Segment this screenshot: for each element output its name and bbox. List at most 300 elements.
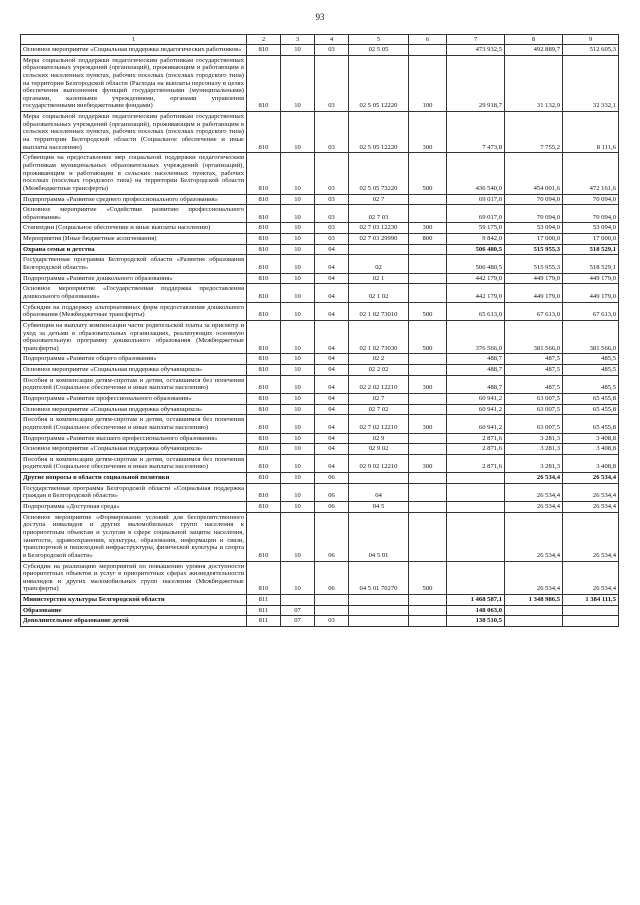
cell-ministry-code: 810	[247, 444, 281, 455]
cell-target-article: 02 7 02 12210	[349, 415, 409, 433]
cell-section: 10	[281, 302, 315, 320]
cell-section	[281, 595, 315, 606]
cell-ministry-code: 810	[247, 205, 281, 223]
cell-section: 10	[281, 354, 315, 365]
cell-ministry-code: 810	[247, 45, 281, 56]
cell-ministry-code: 810	[247, 255, 281, 273]
cell-section: 10	[281, 512, 315, 561]
cell-target-article: 04 5	[349, 502, 409, 513]
cell-ministry-code: 811	[247, 616, 281, 627]
cell-target-article: 02 2	[349, 354, 409, 365]
cell-target-article: 02 7 03	[349, 205, 409, 223]
cell-expense-type: 100	[409, 55, 447, 111]
cell-ministry-code: 811	[247, 605, 281, 616]
cell-subsection: 04	[315, 365, 349, 376]
table-row	[21, 365, 619, 376]
cell-expense-type	[409, 45, 447, 56]
cell-target-article: 02 2 02	[349, 365, 409, 376]
table-row	[21, 512, 619, 561]
cell-amount-year2: 449 179,0	[505, 284, 563, 302]
cell-amount-year1: 506 480,5	[447, 244, 505, 255]
cell-amount-year1: 69 017,0	[447, 205, 505, 223]
row-description: Дополнительное образование детей	[21, 616, 247, 627]
cell-expense-type	[409, 483, 447, 501]
cell-amount-year1: 69 017,0	[447, 194, 505, 205]
header-row	[21, 35, 619, 45]
cell-subsection: 03	[315, 234, 349, 245]
cell-subsection: 06	[315, 483, 349, 501]
cell-amount-year1	[447, 502, 505, 513]
table-row	[21, 223, 619, 234]
cell-expense-type: 500	[409, 320, 447, 354]
cell-amount-year2: 7 755,2	[505, 112, 563, 153]
cell-expense-type	[409, 502, 447, 513]
cell-subsection: 04	[315, 302, 349, 320]
cell-amount-year3: 8 111,6	[563, 112, 619, 153]
cell-ministry-code: 810	[247, 234, 281, 245]
cell-target-article	[349, 244, 409, 255]
cell-expense-type	[409, 393, 447, 404]
cell-amount-year3: 3 408,8	[563, 454, 619, 472]
cell-subsection: 04	[315, 375, 349, 393]
cell-amount-year3: 3 408,8	[563, 433, 619, 444]
cell-expense-type: 300	[409, 454, 447, 472]
cell-amount-year3: 485,5	[563, 354, 619, 365]
row-description: Подпрограмма «Развитие дошкольного образования»	[21, 273, 247, 284]
cell-amount-year3: 3 408,8	[563, 444, 619, 455]
cell-amount-year2: 492 889,7	[505, 45, 563, 56]
cell-amount-year1: 2 871,6	[447, 444, 505, 455]
cell-expense-type	[409, 605, 447, 616]
row-description: Пособия и компенсации детям-сиротам и детям, оставшимся без попечения родителей (Социальное обеспечение и иные выплаты населению)	[21, 454, 247, 472]
cell-section: 10	[281, 393, 315, 404]
cell-amount-year1: 506 480,5	[447, 255, 505, 273]
cell-expense-type	[409, 255, 447, 273]
table-row	[21, 194, 619, 205]
cell-section: 07	[281, 616, 315, 627]
cell-section: 10	[281, 45, 315, 56]
cell-amount-year2: 1 348 986,5	[505, 595, 563, 606]
cell-ministry-code: 810	[247, 454, 281, 472]
table-row	[21, 483, 619, 501]
cell-section: 10	[281, 365, 315, 376]
cell-subsection: 03	[315, 616, 349, 627]
cell-expense-type	[409, 433, 447, 444]
row-description: Основное мероприятие «Социальная поддержка обучающихся»	[21, 444, 247, 455]
cell-section: 10	[281, 273, 315, 284]
cell-amount-year1: 2 871,6	[447, 454, 505, 472]
cell-subsection: 04	[315, 444, 349, 455]
cell-subsection: 04	[315, 320, 349, 354]
cell-amount-year2: 381 566,0	[505, 320, 563, 354]
table-row	[21, 595, 619, 606]
cell-amount-year3	[563, 616, 619, 627]
cell-ministry-code: 810	[247, 153, 281, 194]
col-header-7: 7	[447, 35, 505, 45]
cell-section: 10	[281, 223, 315, 234]
table-row	[21, 616, 619, 627]
cell-amount-year1: 60 941,2	[447, 404, 505, 415]
table-row	[21, 153, 619, 194]
cell-expense-type	[409, 512, 447, 561]
cell-ministry-code: 810	[247, 112, 281, 153]
cell-expense-type: 300	[409, 415, 447, 433]
cell-amount-year2	[505, 616, 563, 627]
cell-target-article: 02 1	[349, 273, 409, 284]
cell-amount-year3	[563, 605, 619, 616]
table-row	[21, 502, 619, 513]
cell-amount-year3: 449 179,0	[563, 273, 619, 284]
cell-amount-year2: 67 613,0	[505, 302, 563, 320]
row-description: Подпрограмма «Развитие общего образования»	[21, 354, 247, 365]
cell-section: 10	[281, 375, 315, 393]
table-row	[21, 45, 619, 56]
cell-section: 10	[281, 234, 315, 245]
cell-amount-year2: 3 281,3	[505, 433, 563, 444]
cell-section: 10	[281, 244, 315, 255]
cell-amount-year3: 449 179,0	[563, 284, 619, 302]
cell-section: 10	[281, 433, 315, 444]
row-description: Меры социальной поддержки педагогическим работникам государственных образовательных учреждений (организаций), проживающим и работающим в сельских населенных пунктах, рабочих поселках (поселках городского типа) на территории Белгородской области (Социальное обеспечение и иные выплаты населению)	[21, 112, 247, 153]
cell-target-article: 02 1 02 73030	[349, 320, 409, 354]
cell-subsection: 04	[315, 433, 349, 444]
cell-section: 10	[281, 194, 315, 205]
cell-subsection: 03	[315, 45, 349, 56]
cell-ministry-code: 810	[247, 375, 281, 393]
cell-amount-year2: 17 000,0	[505, 234, 563, 245]
cell-ministry-code: 810	[247, 320, 281, 354]
cell-amount-year3: 65 455,8	[563, 404, 619, 415]
cell-section: 10	[281, 473, 315, 484]
cell-expense-type	[409, 244, 447, 255]
cell-ministry-code: 810	[247, 483, 281, 501]
cell-expense-type: 500	[409, 153, 447, 194]
table-row	[21, 375, 619, 393]
cell-target-article: 02 7	[349, 393, 409, 404]
cell-amount-year1: 7 473,8	[447, 112, 505, 153]
cell-ministry-code: 810	[247, 302, 281, 320]
row-description: Основное мероприятие «Формирование условий для беспрепятственного доступа инвалидов и других маломобильных групп населения к приоритетным объектам и услугам в сфере социальной защиты населения, занятости, здравоохранения, культуры, образования, информации и связи, транспортной и пешеходной инфраструктуры, физической культуры и спорта в Белгородской области»	[21, 512, 247, 561]
cell-target-article: 02 7 02	[349, 404, 409, 415]
cell-amount-year1: 473 932,5	[447, 45, 505, 56]
cell-ministry-code: 810	[247, 244, 281, 255]
budget-table	[20, 34, 619, 627]
cell-amount-year2: 515 955,3	[505, 244, 563, 255]
row-description: Министерство культуры Белгородской области	[21, 595, 247, 606]
cell-subsection: 04	[315, 244, 349, 255]
cell-expense-type: 300	[409, 112, 447, 153]
table-row	[21, 284, 619, 302]
cell-section: 10	[281, 55, 315, 111]
cell-target-article: 04	[349, 483, 409, 501]
row-description: Субсидии на поддержку альтернативных форм предоставления дошкольного образования (Межбюджетные трансферты)	[21, 302, 247, 320]
cell-target-article: 02	[349, 255, 409, 273]
cell-subsection: 06	[315, 502, 349, 513]
cell-expense-type	[409, 473, 447, 484]
cell-amount-year2: 3 281,3	[505, 444, 563, 455]
cell-amount-year1: 148 063,0	[447, 605, 505, 616]
cell-subsection: 06	[315, 512, 349, 561]
table-row	[21, 415, 619, 433]
cell-section: 10	[281, 112, 315, 153]
cell-expense-type	[409, 404, 447, 415]
cell-amount-year2: 3 281,3	[505, 454, 563, 472]
cell-amount-year1: 376 566,0	[447, 320, 505, 354]
cell-amount-year2: 487,5	[505, 365, 563, 376]
table-row	[21, 444, 619, 455]
cell-amount-year3: 26 534,4	[563, 483, 619, 501]
cell-subsection: 04	[315, 404, 349, 415]
cell-ministry-code: 810	[247, 415, 281, 433]
cell-amount-year3: 65 455,8	[563, 415, 619, 433]
cell-ministry-code: 810	[247, 223, 281, 234]
cell-target-article: 02 1 02 73010	[349, 302, 409, 320]
cell-target-article: 02 9 02	[349, 444, 409, 455]
cell-target-article: 02 2 02 12210	[349, 375, 409, 393]
cell-amount-year3: 70 094,0	[563, 205, 619, 223]
cell-amount-year2: 515 955,3	[505, 255, 563, 273]
cell-amount-year2: 63 007,5	[505, 393, 563, 404]
cell-amount-year3: 70 094,0	[563, 194, 619, 205]
cell-amount-year1	[447, 473, 505, 484]
cell-expense-type	[409, 365, 447, 376]
cell-amount-year2: 487,5	[505, 375, 563, 393]
cell-subsection: 03	[315, 223, 349, 234]
row-description: Основное мероприятие «Социальная поддержка обучающихся»	[21, 404, 247, 415]
cell-amount-year3: 485,5	[563, 375, 619, 393]
cell-subsection: 06	[315, 473, 349, 484]
cell-section: 10	[281, 483, 315, 501]
cell-subsection: 06	[315, 561, 349, 595]
cell-amount-year2: 454 001,6	[505, 153, 563, 194]
cell-section: 10	[281, 502, 315, 513]
cell-amount-year2: 26 534,4	[505, 483, 563, 501]
table-row	[21, 273, 619, 284]
col-header-9: 9	[563, 35, 619, 45]
cell-section: 10	[281, 561, 315, 595]
row-description: Образование	[21, 605, 247, 616]
cell-ministry-code: 810	[247, 473, 281, 484]
cell-amount-year1: 442 179,0	[447, 273, 505, 284]
cell-expense-type: 300	[409, 223, 447, 234]
cell-amount-year2: 63 007,5	[505, 404, 563, 415]
table-row	[21, 354, 619, 365]
cell-expense-type: 500	[409, 302, 447, 320]
cell-section: 07	[281, 605, 315, 616]
cell-expense-type: 500	[409, 561, 447, 595]
row-description: Государственная программа Белгородской области «Развитие образования Белгородской области»	[21, 255, 247, 273]
cell-target-article	[349, 595, 409, 606]
cell-section: 10	[281, 320, 315, 354]
cell-amount-year3: 67 613,0	[563, 302, 619, 320]
cell-subsection: 04	[315, 454, 349, 472]
cell-expense-type	[409, 194, 447, 205]
cell-ministry-code: 810	[247, 433, 281, 444]
table-row	[21, 433, 619, 444]
row-description: Подпрограмма «Развитие высшего профессионального образования»	[21, 433, 247, 444]
cell-subsection: 04	[315, 354, 349, 365]
cell-expense-type	[409, 616, 447, 627]
cell-amount-year3: 381 566,0	[563, 320, 619, 354]
cell-section: 10	[281, 205, 315, 223]
cell-subsection: 03	[315, 194, 349, 205]
cell-ministry-code: 810	[247, 502, 281, 513]
cell-amount-year2: 31 132,9	[505, 55, 563, 111]
row-description: Основное мероприятие «Социальная поддержка педагогических работников»	[21, 45, 247, 56]
col-header-2: 2	[247, 35, 281, 45]
cell-amount-year3: 65 455,8	[563, 393, 619, 404]
table-row	[21, 112, 619, 153]
row-description: Мероприятия (Иные бюджетные ассигнования)	[21, 234, 247, 245]
cell-subsection	[315, 605, 349, 616]
cell-amount-year1: 2 871,6	[447, 433, 505, 444]
cell-amount-year3: 485,5	[563, 365, 619, 376]
cell-target-article: 04 5 01	[349, 512, 409, 561]
cell-section: 10	[281, 415, 315, 433]
cell-amount-year2: 53 094,0	[505, 223, 563, 234]
cell-expense-type	[409, 595, 447, 606]
cell-ministry-code: 810	[247, 273, 281, 284]
cell-target-article: 02 5 05	[349, 45, 409, 56]
cell-amount-year3: 512 605,3	[563, 45, 619, 56]
cell-expense-type	[409, 444, 447, 455]
cell-ministry-code: 810	[247, 404, 281, 415]
col-header-4: 4	[315, 35, 349, 45]
cell-amount-year1: 60 941,2	[447, 415, 505, 433]
cell-amount-year1: 9 842,0	[447, 234, 505, 245]
cell-section: 10	[281, 284, 315, 302]
cell-amount-year1: 442 179,0	[447, 284, 505, 302]
cell-amount-year1: 436 540,0	[447, 153, 505, 194]
table-row	[21, 320, 619, 354]
table-row	[21, 393, 619, 404]
table-row	[21, 605, 619, 616]
cell-subsection: 04	[315, 255, 349, 273]
cell-amount-year2: 449 179,0	[505, 273, 563, 284]
cell-section: 10	[281, 255, 315, 273]
cell-amount-year1: 59 175,0	[447, 223, 505, 234]
cell-ministry-code: 810	[247, 55, 281, 111]
table-row	[21, 55, 619, 111]
cell-amount-year3: 32 332,1	[563, 55, 619, 111]
col-header-1: 1	[21, 35, 247, 45]
cell-ministry-code: 810	[247, 512, 281, 561]
cell-ministry-code: 810	[247, 284, 281, 302]
cell-amount-year2: 70 094,0	[505, 194, 563, 205]
cell-subsection: 04	[315, 415, 349, 433]
cell-amount-year2: 70 094,0	[505, 205, 563, 223]
cell-amount-year3: 26 534,4	[563, 512, 619, 561]
cell-amount-year2: 63 007,5	[505, 415, 563, 433]
cell-amount-year3: 26 534,4	[563, 473, 619, 484]
cell-amount-year3: 26 534,4	[563, 502, 619, 513]
row-description: Основное мероприятие «Содействие развитию профессионального образования»	[21, 205, 247, 223]
cell-amount-year2: 487,5	[505, 354, 563, 365]
row-description: Подпрограмма «Развитие среднего профессионального образования»	[21, 194, 247, 205]
table-row	[21, 244, 619, 255]
table-row	[21, 255, 619, 273]
cell-ministry-code: 810	[247, 561, 281, 595]
cell-amount-year2: 26 534,4	[505, 502, 563, 513]
table-row	[21, 234, 619, 245]
cell-amount-year3: 17 000,0	[563, 234, 619, 245]
cell-ministry-code: 810	[247, 354, 281, 365]
cell-amount-year2: 26 534,4	[505, 561, 563, 595]
cell-ministry-code: 810	[247, 365, 281, 376]
table-row	[21, 404, 619, 415]
table-row	[21, 454, 619, 472]
cell-ministry-code: 810	[247, 393, 281, 404]
col-header-8: 8	[505, 35, 563, 45]
cell-amount-year1: 1 468 587,1	[447, 595, 505, 606]
col-header-3: 3	[281, 35, 315, 45]
cell-amount-year2: 26 534,4	[505, 512, 563, 561]
table-row	[21, 302, 619, 320]
row-description: Другие вопросы в области социальной политики	[21, 473, 247, 484]
row-description: Пособия и компенсации детям-сиротам и детям, оставшимся без попечения родителей (Социальное обеспечение и иные выплаты населению)	[21, 415, 247, 433]
cell-target-article: 02 5 05 73220	[349, 153, 409, 194]
cell-target-article: 02 7 03 29990	[349, 234, 409, 245]
row-description: Субвенции на предоставление мер социальной поддержки педагогическим работникам муниципальных образовательных учреждений (организаций), проживающим и работающим в сельских населенных пунктах, рабочих поселках (поселках городского типа) на территории Белгородской области (Межбюджетные трансферты)	[21, 153, 247, 194]
cell-amount-year1: 488,7	[447, 354, 505, 365]
cell-subsection: 03	[315, 55, 349, 111]
row-description: Стипендии (Социальное обеспечение и иные выплаты населению)	[21, 223, 247, 234]
col-header-6: 6	[409, 35, 447, 45]
row-description: Основное мероприятие «Государственная поддержка предоставления дошкольного образования»	[21, 284, 247, 302]
cell-expense-type	[409, 205, 447, 223]
cell-target-article	[349, 616, 409, 627]
cell-target-article	[349, 605, 409, 616]
cell-target-article: 02 5 05 12220	[349, 55, 409, 111]
cell-target-article: 02 1 02	[349, 284, 409, 302]
cell-amount-year1: 488,7	[447, 365, 505, 376]
cell-target-article: 02 9 02 12210	[349, 454, 409, 472]
cell-target-article: 02 7	[349, 194, 409, 205]
cell-target-article: 04 5 01 70270	[349, 561, 409, 595]
row-description: Субвенции на выплату компенсации части родительской платы за присмотр и уход за детьми в образовательных организациях, реализующих основную образовательную программу дошкольного образования (Межбюджетные трансферты)	[21, 320, 247, 354]
cell-section: 10	[281, 404, 315, 415]
row-description: Основное мероприятие «Социальная поддержка обучающихся»	[21, 365, 247, 376]
cell-subsection: 04	[315, 284, 349, 302]
cell-amount-year3: 53 094,0	[563, 223, 619, 234]
cell-subsection: 03	[315, 112, 349, 153]
cell-subsection	[315, 595, 349, 606]
table-row	[21, 205, 619, 223]
cell-target-article: 02 7 03 12230	[349, 223, 409, 234]
cell-expense-type	[409, 273, 447, 284]
cell-amount-year1: 60 941,2	[447, 393, 505, 404]
cell-amount-year3: 26 534,4	[563, 561, 619, 595]
cell-expense-type: 800	[409, 234, 447, 245]
row-description: Пособия и компенсации детям-сиротам и детям, оставшимся без попечения родителей (Социальное обеспечение и иные выплаты населению)	[21, 375, 247, 393]
cell-amount-year1: 488,7	[447, 375, 505, 393]
cell-amount-year3: 1 384 111,5	[563, 595, 619, 606]
cell-ministry-code: 811	[247, 595, 281, 606]
cell-expense-type	[409, 284, 447, 302]
cell-subsection: 04	[315, 393, 349, 404]
cell-section: 10	[281, 153, 315, 194]
cell-target-article: 02 5 05 12220	[349, 112, 409, 153]
cell-amount-year2: 26 534,4	[505, 473, 563, 484]
cell-expense-type	[409, 354, 447, 365]
cell-amount-year1	[447, 512, 505, 561]
table-row	[21, 473, 619, 484]
cell-amount-year3: 518 529,1	[563, 255, 619, 273]
cell-amount-year2	[505, 605, 563, 616]
cell-target-article: 02 9	[349, 433, 409, 444]
cell-expense-type: 300	[409, 375, 447, 393]
cell-subsection: 03	[315, 153, 349, 194]
